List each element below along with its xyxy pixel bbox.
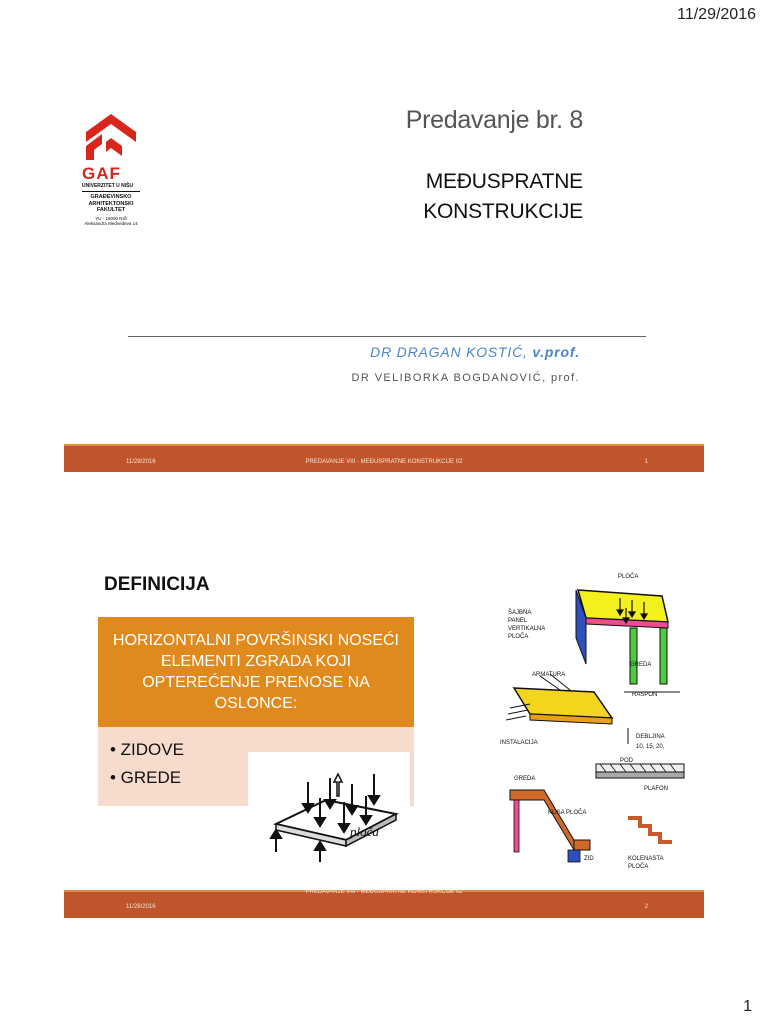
logo-faculty: [82, 194, 140, 214]
bullet-item: • GREDE: [110, 768, 182, 787]
logo-address-line: Aleksandra Medvedeva 14: [84, 221, 138, 226]
logo-university: UNIVERZITET U NIŠU: [82, 183, 134, 189]
footer-date: 11/28/2016: [126, 459, 156, 465]
label-zid: ZID: [584, 856, 594, 862]
logo-address: [82, 216, 140, 227]
label-kolenasta: KOLENASTA: [628, 856, 664, 862]
header-date: 11/29/2016: [677, 6, 756, 23]
lecture-label: Predavanje br. 8: [405, 106, 583, 134]
label-panel: PANEL: [508, 618, 528, 624]
footer-title: PREDAVANJE VIII - MEĐUSPRATNE KONSTRUKCIJE 02: [305, 889, 463, 895]
label-pod: POD: [620, 758, 634, 764]
footer-slide-number: 2: [644, 904, 648, 910]
logo-address-line: YU - 18000 NIŠ: [95, 215, 127, 221]
slide1-footer: [64, 444, 704, 472]
author-primary-title: v.prof.: [532, 344, 580, 360]
logo-brand: GAF: [82, 164, 121, 183]
label-instalacija: INSTALACIJA: [500, 740, 538, 746]
author-secondary: DR VELIBORKA BOGDANOVIĆ, prof.: [351, 372, 580, 384]
label-sajbna: ŠAJBNA: [508, 610, 532, 616]
label-ploca3: PLOČA: [628, 864, 649, 870]
definition-heading: DEFINICIJA: [104, 574, 210, 595]
label-kosa-ploca: KOSA PLOČA: [548, 810, 587, 816]
logo-faculty-line: ARHITEKTONSKI: [88, 200, 134, 207]
label-debljina: DEBLJINA: [636, 734, 665, 740]
plate-load-sketch: [248, 752, 410, 864]
logo-faculty-line: FAKULTET: [96, 207, 126, 213]
label-plafon: PLAFON: [644, 786, 669, 792]
label-ploca2: PLOČA: [508, 634, 529, 640]
label-ploca: PLOČA: [618, 574, 639, 580]
gaf-roof-icon: [82, 112, 140, 162]
plate-label: ploča: [350, 824, 379, 839]
label-armatura: ARMATURA: [532, 672, 566, 678]
slide-title-line1: MEĐUSPRATNE: [425, 170, 583, 193]
author-primary-name: DR DRAGAN KOSTIĆ,: [370, 344, 528, 360]
structures-sketch-icon: [500, 568, 686, 873]
floor-structures-diagram: [500, 568, 686, 873]
label-vertikalna: VERTIKALNA: [508, 626, 546, 632]
definition-box: [98, 617, 414, 727]
logo-faculty-line: GRAĐEVINSKO: [90, 194, 132, 200]
label-greda: GREDA: [630, 662, 652, 668]
author-primary: [370, 344, 580, 360]
gaf-logo: [82, 112, 144, 227]
label-debljina-values: 10, 15, 20,: [636, 744, 665, 750]
slide-title-line2: KONSTRUKCIJE: [423, 200, 583, 223]
footer-date: 11/28/2016: [126, 904, 156, 910]
definition-text: HORIZONTALNI POVRŠINSKI NOSEĆI ELEMENTI ZGRADA KOJI OPTEREĆENJE PRENOSE NA OSLONCE:: [113, 632, 399, 712]
logo-rule: [82, 191, 140, 192]
slide2-footer: [64, 890, 704, 918]
label-greda2: GREDA: [514, 776, 536, 782]
bullet-item: • ZIDOVE: [110, 740, 184, 759]
footer-slide-number: 1: [644, 459, 648, 465]
plate-sketch-icon: [248, 752, 410, 864]
label-raspon: RASPON: [632, 692, 658, 698]
page-number: 1: [743, 998, 752, 1015]
title-divider: [128, 336, 646, 337]
footer-title: PREDAVANJE VIII - MEĐUSPRATNE KONSTRUKCIJE 02: [305, 459, 463, 465]
